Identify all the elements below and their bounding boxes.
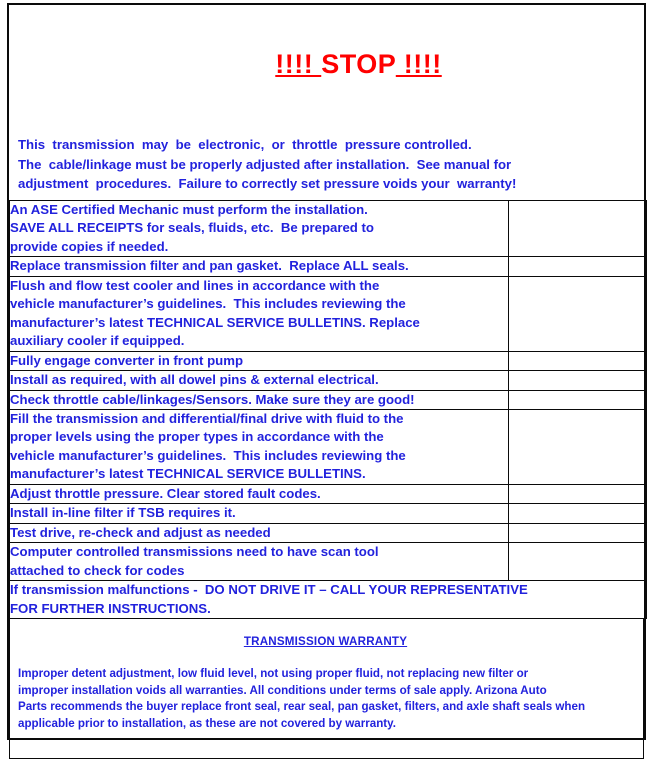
task-line: An ASE Certified Mechanic must perform the installation. xyxy=(10,201,368,217)
task-line: Install in-line filter if TSB requires it. xyxy=(10,505,236,521)
table-row xyxy=(10,523,647,542)
stop-title-prefix-bangs: !!!! xyxy=(275,48,322,79)
checklist-checkbox-cell[interactable] xyxy=(509,200,647,256)
task-line: If transmission malfunctions - DO NOT DRIVE IT – CALL YOUR REPRESENTATIVE xyxy=(10,582,528,598)
checklist-task-cell xyxy=(10,371,509,390)
table-row xyxy=(10,371,647,390)
task-line: vehicle manufacturer’s guidelines. This includes reviewing the xyxy=(10,447,406,463)
task-line: Fill the transmission and differential/final drive with fluid to the xyxy=(10,410,404,426)
table-row xyxy=(10,257,647,276)
table-row xyxy=(10,543,647,581)
header-block xyxy=(9,5,644,200)
stop-title-word: STOP xyxy=(321,48,396,79)
task-line: vehicle manufacturer’s guidelines. This includes reviewing the xyxy=(10,296,406,312)
warranty-section xyxy=(9,619,644,759)
warranty-heading: TRANSMISSION WARRANTY xyxy=(243,635,408,649)
checklist-task-cell xyxy=(10,504,509,523)
intro-paragraph xyxy=(9,109,644,200)
table-row xyxy=(10,351,647,370)
task-line: manufacturer’s latest TECHNICAL SERVICE BULLETINS. xyxy=(10,466,366,482)
checklist-task-cell xyxy=(10,257,509,276)
task-line: Check throttle cable/linkages/Sensors. Make sure they are good! xyxy=(10,391,415,407)
installation-checklist-table xyxy=(9,200,647,620)
table-row xyxy=(10,484,647,503)
table-row xyxy=(10,581,647,619)
task-line: Replace transmission filter and pan gasket. Replace ALL seals. xyxy=(10,258,409,274)
task-line: SAVE ALL RECEIPTS for seals, fluids, etc. Be prepared to xyxy=(10,220,374,236)
task-line: manufacturer’s latest TECHNICAL SERVICE BULLETINS. Replace xyxy=(10,314,420,330)
warranty-line: Parts recommends the buyer replace front seal, rear seal, pan gasket, filters, and axle shaft seals when xyxy=(18,700,586,714)
checklist-checkbox-cell[interactable] xyxy=(509,257,647,276)
stop-title-suffix-bangs: !!!! xyxy=(395,48,442,79)
task-line: Flush and flow test cooler and lines in accordance with the xyxy=(10,277,380,293)
checklist-checkbox-cell[interactable] xyxy=(509,390,647,409)
checklist-checkbox-cell[interactable] xyxy=(509,351,647,370)
task-line: Adjust throttle pressure. Clear stored fault codes. xyxy=(10,485,321,501)
table-row xyxy=(10,390,647,409)
checklist-task-cell xyxy=(10,543,509,581)
intro-line: adjustment procedures. Failure to correctly set pressure voids your warranty! xyxy=(18,176,517,192)
checklist-checkbox-cell[interactable] xyxy=(509,276,647,351)
task-line: Install as required, with all dowel pins & external electrical. xyxy=(10,372,379,388)
intro-line: The cable/linkage must be properly adjusted after installation. See manual for xyxy=(18,156,512,172)
task-line: Computer controlled transmissions need to have scan tool xyxy=(10,544,379,560)
checklist-checkbox-cell[interactable] xyxy=(509,543,647,581)
task-line: Test drive, re-check and adjust as needed xyxy=(10,524,271,540)
checklist-checkbox-cell[interactable] xyxy=(509,484,647,503)
task-line: FOR FURTHER INSTRUCTIONS. xyxy=(10,600,211,616)
table-row xyxy=(10,409,647,484)
checklist-task-cell xyxy=(10,200,509,256)
table-row xyxy=(10,276,647,351)
warranty-line: improper installation voids all warranties. All conditions under terms of sale apply. Arizona Auto xyxy=(18,683,547,697)
table-row xyxy=(10,200,647,256)
table-row xyxy=(10,504,647,523)
document-frame xyxy=(7,3,646,740)
task-line: attached to check for codes xyxy=(10,562,185,578)
intro-line: This transmission may be electronic, or throttle pressure controlled. xyxy=(18,137,472,153)
checklist-task-cell xyxy=(10,390,509,409)
task-line: Fully engage converter in front pump xyxy=(10,352,244,368)
checklist-task-cell xyxy=(10,409,509,484)
checklist-checkbox-cell[interactable] xyxy=(509,371,647,390)
task-line: auxiliary cooler if equipped. xyxy=(10,333,185,349)
malfunction-warning-cell xyxy=(10,581,647,619)
warranty-line: applicable prior to installation, as these are not covered by warranty. xyxy=(18,716,396,730)
warranty-line: Improper detent adjustment, low fluid level, not using proper fluid, not replacing new filter or xyxy=(18,667,529,681)
checklist-task-cell xyxy=(10,351,509,370)
checklist-task-cell xyxy=(10,276,509,351)
checklist-checkbox-cell[interactable] xyxy=(509,409,647,484)
checklist-checkbox-cell[interactable] xyxy=(509,504,647,523)
task-line: proper levels using the proper types in accordance with the xyxy=(10,429,384,445)
task-line: provide copies if needed. xyxy=(10,238,169,254)
checklist-checkbox-cell[interactable] xyxy=(509,523,647,542)
stop-warning-title xyxy=(9,5,644,109)
checklist-task-cell xyxy=(10,523,509,542)
checklist-task-cell xyxy=(10,484,509,503)
